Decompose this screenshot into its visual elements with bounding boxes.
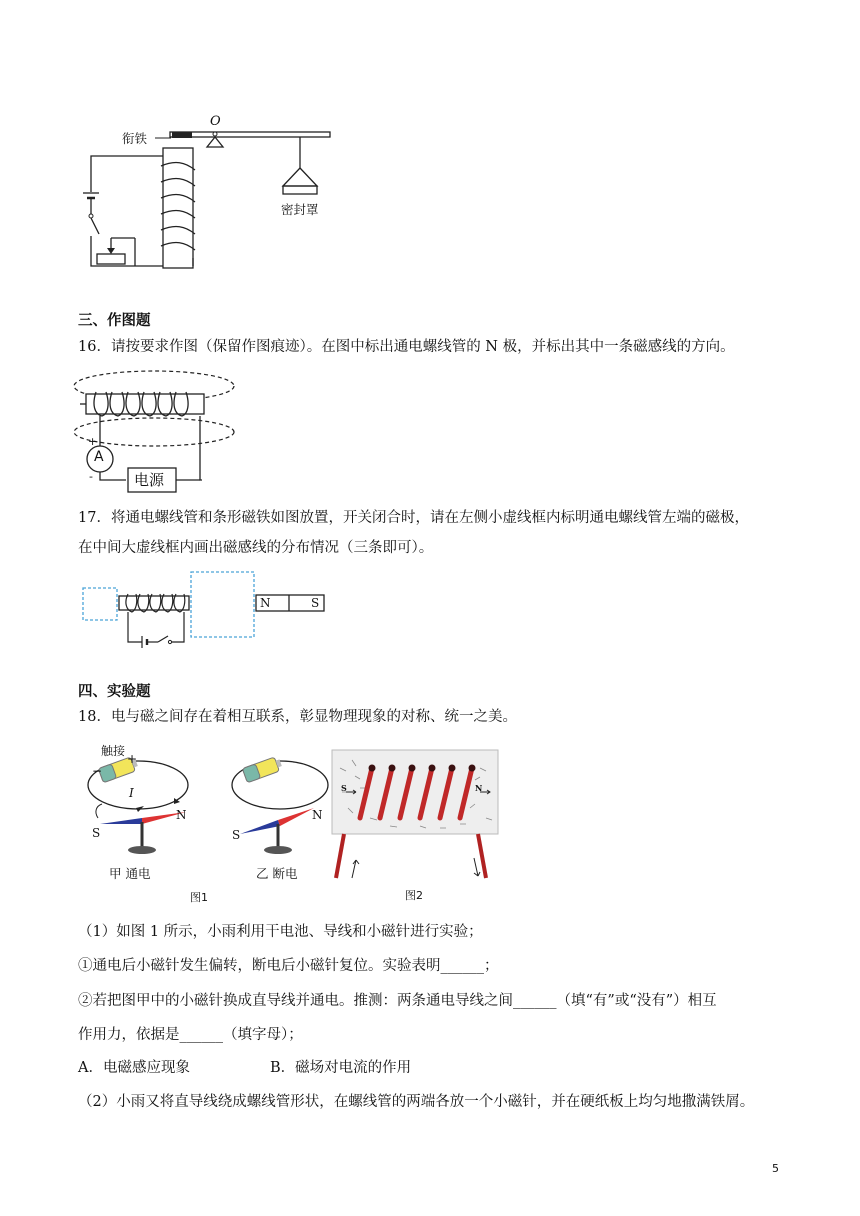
armature-label: 衔铁 [122, 131, 148, 146]
solenoid-bar-magnet-figure [80, 570, 330, 652]
fig1a-n-label: N [176, 808, 187, 822]
magnet-n-label: N [260, 596, 271, 610]
ammeter-label: A [94, 449, 104, 465]
fig2-label: 图2 [405, 889, 423, 902]
q18-part1-b2: 作用力，依据是______（填字母）； [78, 1027, 303, 1043]
power-source-label: 电源 [134, 471, 165, 489]
fig1a-current-label: I [129, 786, 134, 800]
question-17-line1: 17．将通电螺线管和条形磁铁如图放置，开关闭合时，请在左侧小虚线框内标明通电螺线管左端的磁极， [78, 510, 749, 526]
fig2-s-label: S [341, 783, 347, 793]
fig1a-caption: 甲 通电 [109, 866, 151, 881]
q18-part1-a: ①通电后小磁针发生偏转，断电后小磁针复位。实验表明______； [78, 958, 499, 974]
question-16-text: 16．请按要求作图（保留作图痕迹）。在图中标出通电螺线管的 N 极，并标出其中一条磁感线的方向。 [78, 339, 735, 355]
fig2-n-label: N [475, 783, 483, 793]
section-title-drawing: 三、作图题 [78, 313, 151, 329]
fig1b-s-label: S [232, 828, 241, 842]
fig1a-plus-label: + [127, 752, 138, 766]
section-title-experiment: 四、实验题 [78, 684, 151, 700]
fig1-label: 图1 [190, 891, 208, 904]
pivot-label: O [210, 114, 221, 129]
figure1-powered-compass [78, 740, 198, 860]
q18-part1-b: ②若把图甲中的小磁针换成直导线并通电。推测：两条通电导线之间______（填“有”或“没有”）相互 [78, 993, 717, 1009]
question-18-intro: 18．电与磁之间存在着相互联系，彰显物理现象的对称、统一之美。 [78, 709, 517, 725]
electromagnet-lever-figure [75, 108, 345, 278]
q18-part1: （1）如图 1 所示，小雨利用干电池、导线和小磁针进行实验； [78, 924, 483, 940]
page-number: 5 [772, 1162, 779, 1175]
figure1-unpowered-compass [222, 740, 332, 860]
fig1a-touch-label: 触接 [101, 744, 126, 758]
figure2-solenoid-iron-filings [330, 748, 502, 884]
plus-sign: + [88, 435, 98, 448]
fig1b-n-label: N [312, 808, 323, 822]
cover-label: 密封罩 [281, 202, 319, 217]
fig1a-s-label: S [92, 826, 101, 840]
fig1b-caption: 乙 断电 [256, 866, 298, 881]
magnet-s-label: S [311, 596, 320, 610]
fig1a-minus-label: − [92, 764, 103, 778]
minus-sign: - [89, 470, 93, 483]
option-a: A．电磁感应现象 [78, 1060, 190, 1076]
q18-part2: （2）小雨又将直导线绕成螺线管形状，在螺线管的两端各放一个小磁针，并在硬纸板上均匀地撒满铁屑。 [78, 1094, 755, 1110]
question-17-line2: 在中间大虚线框内画出磁感线的分布情况（三条即可）。 [78, 540, 434, 556]
option-b: B．磁场对电流的作用 [270, 1060, 412, 1076]
